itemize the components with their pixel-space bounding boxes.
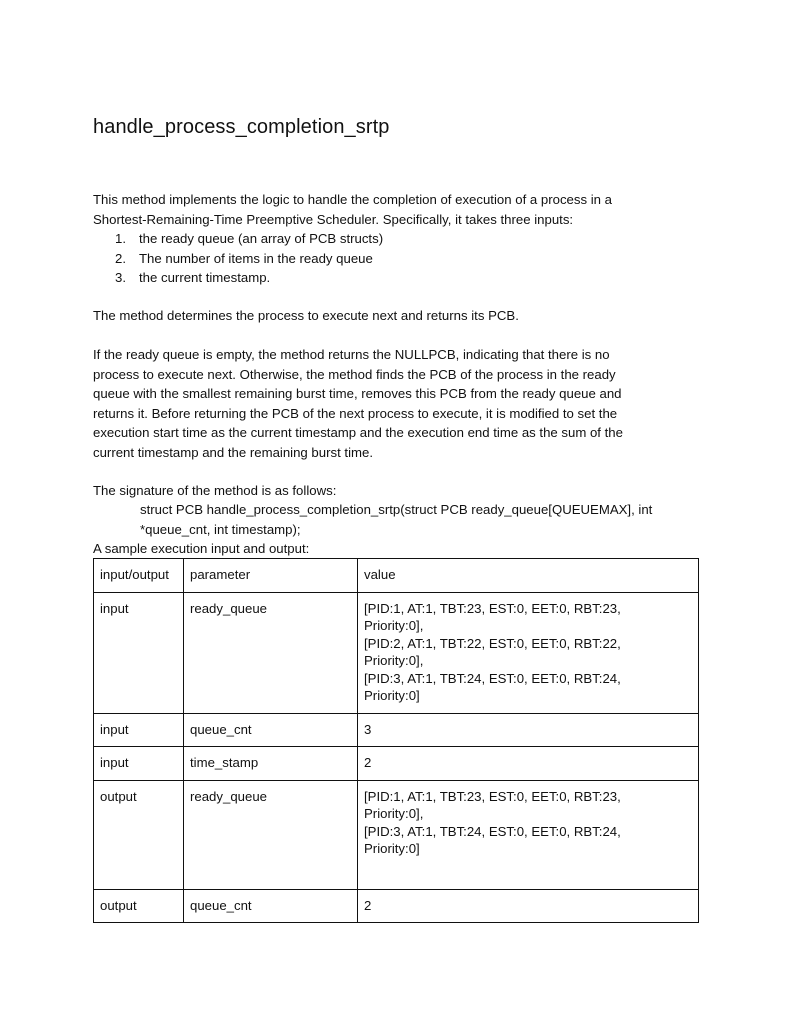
value-line: Priority:0],: [364, 618, 424, 633]
list-item-number: 2.: [115, 250, 126, 266]
inputs-list: [115, 229, 383, 288]
list-item: [115, 229, 383, 249]
sample-intro: A sample execution input and output:: [93, 541, 310, 556]
table-header-row: [94, 559, 699, 593]
table-header-io: input/output: [94, 559, 184, 593]
value-line: Priority:0],: [364, 806, 424, 821]
list-item-text: the current timestamp.: [139, 270, 271, 285]
list-item-text: The number of items in the ready queue: [139, 250, 373, 266]
details-line-3: queue with the smallest remaining burst time, removes this PCB from the ready queue and: [93, 386, 622, 401]
details-line-4: returns it. Before returning the PCB of the next process to execute, it is modified to set the: [93, 405, 618, 421]
list-item-text: the ready queue (an array of PCB structs): [139, 231, 384, 246]
table-cell-value: [358, 592, 699, 713]
value-line: [PID:2, AT:1, TBT:22, EST:0, EET:0, RBT:22,: [364, 635, 621, 651]
value-line: [PID:1, AT:1, TBT:23, EST:0, EET:0, RBT:23,: [364, 600, 621, 616]
table-cell-parameter: time_stamp: [184, 747, 358, 781]
table-cell-parameter: ready_queue: [184, 592, 358, 713]
table-cell-parameter: queue_cnt: [184, 713, 358, 747]
table-header-parameter: parameter: [184, 559, 358, 593]
intro-paragraph: [93, 190, 703, 229]
value-line: Priority:0],: [364, 653, 424, 668]
table-cell-io: input: [94, 592, 184, 713]
details-line-6: current timestamp and the remaining burst time.: [93, 444, 373, 460]
list-item-number: 1.: [115, 231, 126, 246]
value-line: Priority:0]: [364, 688, 420, 703]
table-cell-value: 2: [358, 747, 699, 781]
list-item: [115, 268, 383, 288]
table-cell-value: 3: [358, 713, 699, 747]
table-cell-parameter: queue_cnt: [184, 889, 358, 923]
value-line: [PID:1, AT:1, TBT:23, EST:0, EET:0, RBT:23,: [364, 788, 621, 804]
list-item: [115, 249, 383, 269]
value-line: Priority:0]: [364, 841, 420, 856]
signature-line-2: *queue_cnt, int timestamp);: [140, 521, 301, 537]
details-paragraph: [93, 345, 703, 462]
value-line: [PID:3, AT:1, TBT:24, EST:0, EET:0, RBT:24,: [364, 670, 621, 686]
sample-table: [93, 558, 699, 923]
table-cell-io: output: [94, 889, 184, 923]
table-row: [94, 713, 699, 747]
intro-line-2: Shortest-Remaining-Time Preemptive Scheduler. Specifically, it takes three inputs:: [93, 211, 574, 227]
details-line-5: execution start time as the current timestamp and the execution end time as the sum of the: [93, 425, 623, 440]
value-line: [PID:3, AT:1, TBT:24, EST:0, EET:0, RBT:24,: [364, 823, 621, 839]
table-cell-io: input: [94, 747, 184, 781]
table-cell-value: 2: [358, 889, 699, 923]
table-row: [94, 592, 699, 713]
determines-paragraph: The method determines the process to execute next and returns its PCB.: [93, 308, 519, 323]
list-item-number: 3.: [115, 270, 126, 285]
nullpcb-code: NULLPCB: [394, 347, 456, 362]
table-header-value: value: [358, 559, 699, 593]
table-cell-io: input: [94, 713, 184, 747]
table-cell-parameter: ready_queue: [184, 780, 358, 889]
details-line-1a: If the ready queue is empty, the method returns the: [93, 347, 395, 362]
method-signature: [140, 500, 700, 539]
details-line-1b: , indicating that there is no: [455, 347, 610, 362]
intro-line-1: This method implements the logic to handle the completion of execution of a process in a: [93, 192, 613, 207]
page-title: handle_process_completion_srtp: [93, 116, 390, 138]
details-line-2: process to execute next. Otherwise, the method finds the PCB of the process in the ready: [93, 366, 616, 382]
table-row: [94, 780, 699, 889]
table-row: [94, 889, 699, 923]
table-cell-io: output: [94, 780, 184, 889]
signature-intro: The signature of the method is as follows:: [93, 483, 337, 498]
table-cell-value: [358, 780, 699, 889]
table-row: [94, 747, 699, 781]
signature-line-1: struct PCB handle_process_completion_srtp(struct PCB ready_queue[QUEUEMAX], int: [140, 502, 653, 517]
